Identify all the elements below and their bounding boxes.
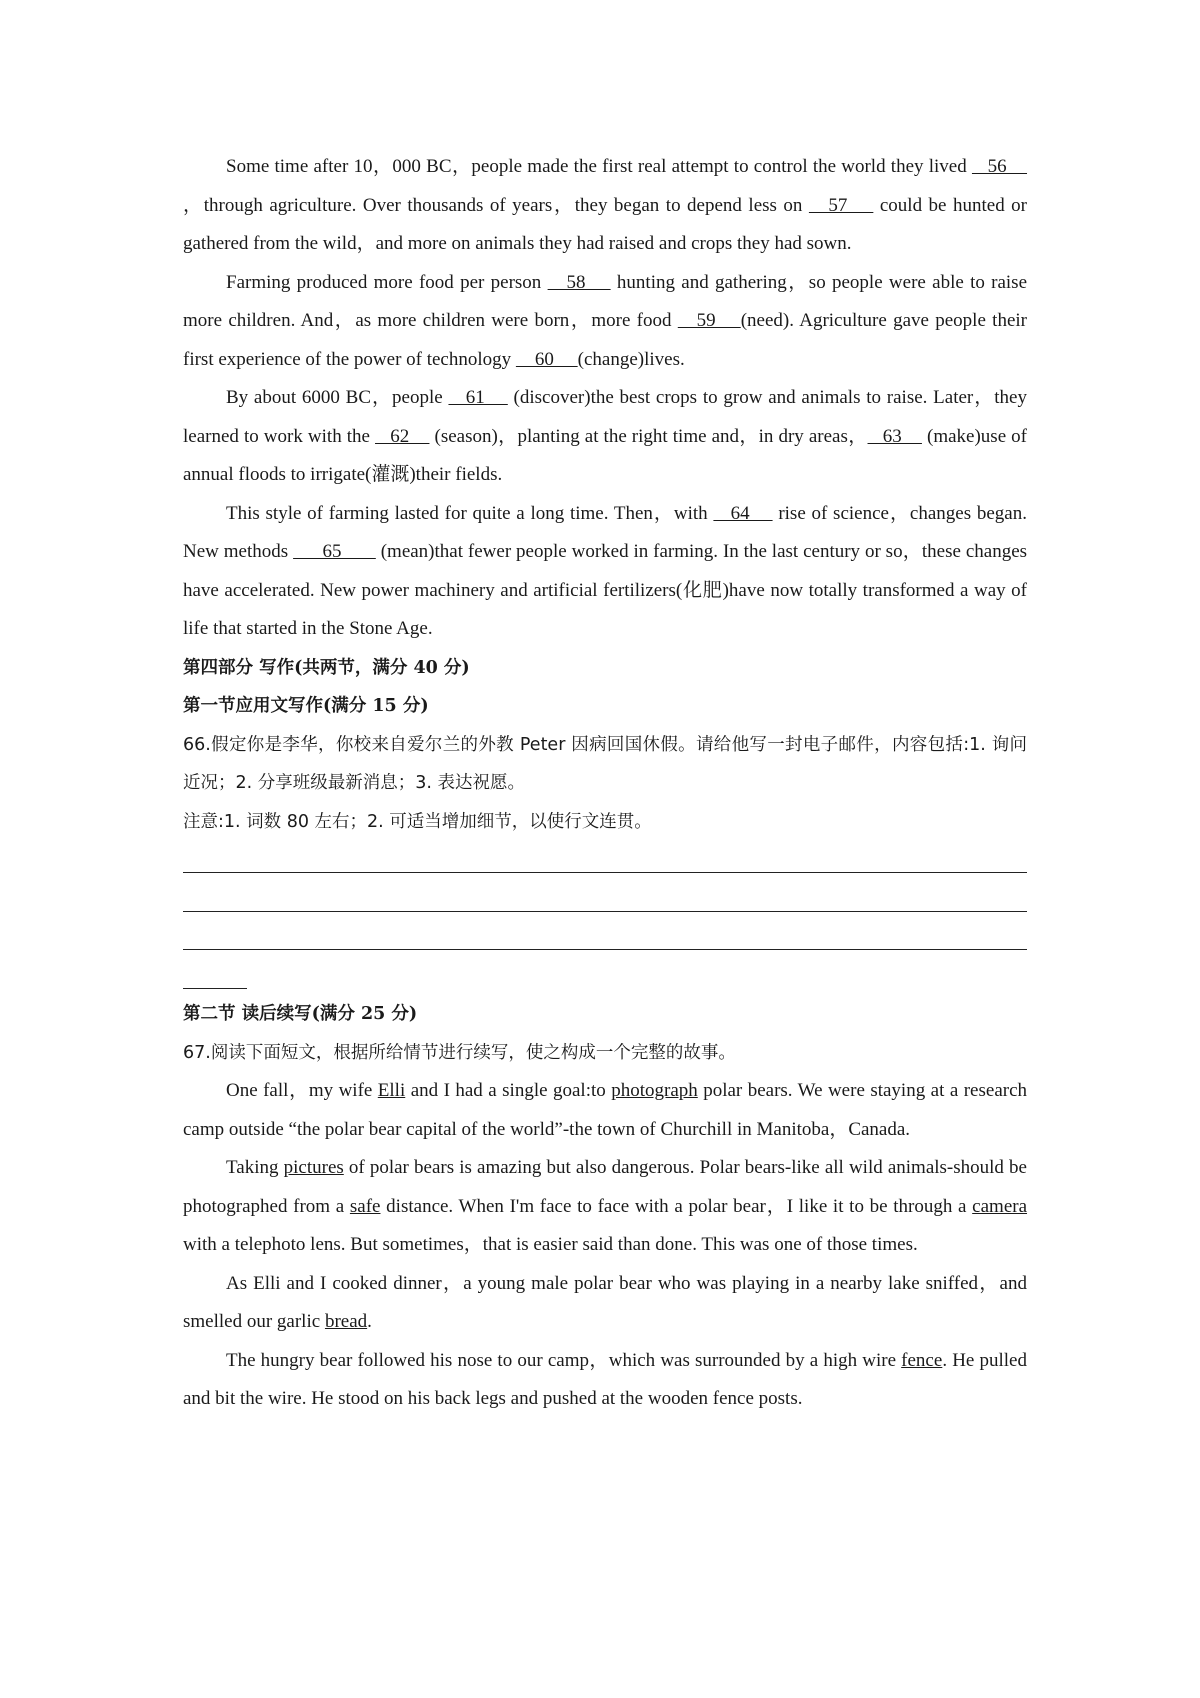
keyword-safe: safe	[349, 1195, 381, 1217]
blank-60: 60	[515, 348, 578, 370]
text-run: could be hunted or gathered from the wild，and more on animals they had raised and crops they had sown.	[183, 194, 1028, 254]
keyword-elli: Elli	[377, 1080, 406, 1101]
text-run: of polar bears is amazing but also dangerous. Polar bears-like all wild animals-should be photographed from a	[183, 1157, 1027, 1217]
text-run: Some time after 10，000 BC，people made the first real attempt to control the world they lived	[226, 156, 972, 177]
answer-line[interactable]	[183, 841, 1027, 880]
blank-59: 59	[677, 310, 741, 331]
text-run: Taking	[226, 1157, 284, 1178]
blank-62: 62	[375, 425, 430, 447]
answer-line-short[interactable]	[183, 957, 1027, 996]
text-run: hunting and gathering，so people were able to raise more children. And，as more children were born，more food	[183, 271, 1027, 331]
section2-title: 第二节 读后续写(满分 25 分)	[183, 1004, 418, 1024]
cloze-paragraph-3	[183, 379, 1027, 495]
text-run: One fall，my wife	[226, 1080, 378, 1101]
text-run: .	[367, 1311, 372, 1332]
blank-63: 63	[867, 425, 922, 447]
question-66-note: 注意:1. 词数 80 左右；2. 可适当增加细节，以使行文连贯。	[183, 811, 652, 832]
text-run: polar bears. We were staying at a research camp outside “the polar bear capital of the world”-the town of Churchill in Manitoba，Canada.	[183, 1080, 1028, 1140]
section1-title: 第一节应用文写作(满分 15 分)	[183, 696, 429, 716]
question-66-prompt: 66.假定你是李华，你校来自爱尔兰的外教 Peter 因病回国休假。请给他写一封电子邮件，内容包括:1. 询问近况；2. 分享班级最新消息；3. 表达祝愿。	[183, 734, 1027, 793]
text-run: ，through agriculture. Over thousands of years，they began to depend less on	[183, 194, 809, 216]
text-run: and I had a single goal:to	[405, 1080, 612, 1101]
answer-line[interactable]	[183, 880, 1027, 919]
document-page	[183, 148, 1027, 1419]
keyword-camera: camera	[972, 1195, 1028, 1217]
text-run: . He pulled and bit the wire. He stood on his back legs and pushed at the wooden fence posts.	[183, 1349, 1027, 1409]
text-run: (make)use of annual floods to irrigate(灌溉)their fields.	[183, 425, 1028, 485]
text-run: As Elli and I cooked dinner，a young male polar bear who was playing in a nearby lake sniffed，and smelled our garlic	[183, 1272, 1027, 1332]
blank-56: 56	[971, 156, 1028, 177]
part4-title: 第四部分 写作(共两节，满分 40 分)	[183, 657, 470, 678]
answer-line[interactable]	[183, 918, 1027, 957]
text-run: By about 6000 BC，people	[226, 387, 449, 408]
cloze-paragraph-4	[183, 495, 1027, 649]
question-67-prompt: 67.阅读下面短文，根据所给情节进行续写，使之构成一个完整的故事。	[183, 1042, 736, 1063]
blank-64: 64	[713, 502, 773, 524]
text-run: (mean)that fewer people worked in farming. In the last century or so，these changes have accelerated. New power machinery and artificial fertilizers(化肥)have now totally transformed a way of life that started in the Stone Age.	[183, 541, 1028, 639]
cloze-paragraph-1	[183, 148, 1027, 264]
story-paragraph-2	[183, 1149, 1027, 1265]
story-paragraph-3	[183, 1265, 1027, 1342]
text-run: (change)lives.	[577, 348, 685, 370]
text-run: with a telephoto lens. But sometimes，that is easier said than done. This was one of those times.	[183, 1234, 918, 1255]
text-run: The hungry bear followed his nose to our camp，which was surrounded by a high wire	[226, 1349, 902, 1371]
text-run: rise of science，changes began. New methods	[183, 502, 1027, 562]
keyword-photograph: photograph	[611, 1080, 698, 1101]
blank-57: 57	[808, 194, 874, 216]
story-paragraph-4	[183, 1342, 1027, 1419]
text-run: distance. When I'm face to face with a polar bear，I like it to be through a	[380, 1195, 973, 1217]
blank-65: 65	[293, 541, 376, 562]
story-paragraph-1	[183, 1072, 1027, 1149]
text-run: (need). Agriculture gave people their first experience of the power of technology	[183, 310, 1027, 370]
blank-58: 58	[547, 271, 611, 293]
text-run: (season)，planting at the right time and，in dry areas，	[429, 425, 868, 447]
cloze-paragraph-2	[183, 264, 1027, 380]
keyword-bread: bread	[324, 1311, 368, 1332]
text-run: This style of farming lasted for quite a long time. Then，with	[226, 502, 714, 524]
blank-61: 61	[448, 387, 508, 408]
text-run: Farming produced more food per person	[226, 271, 548, 293]
keyword-fence: fence	[901, 1349, 943, 1371]
text-run: (discover)the best crops to grow and animals to raise. Later，they learned to work with the	[183, 387, 1027, 447]
keyword-pictures: pictures	[283, 1157, 344, 1178]
